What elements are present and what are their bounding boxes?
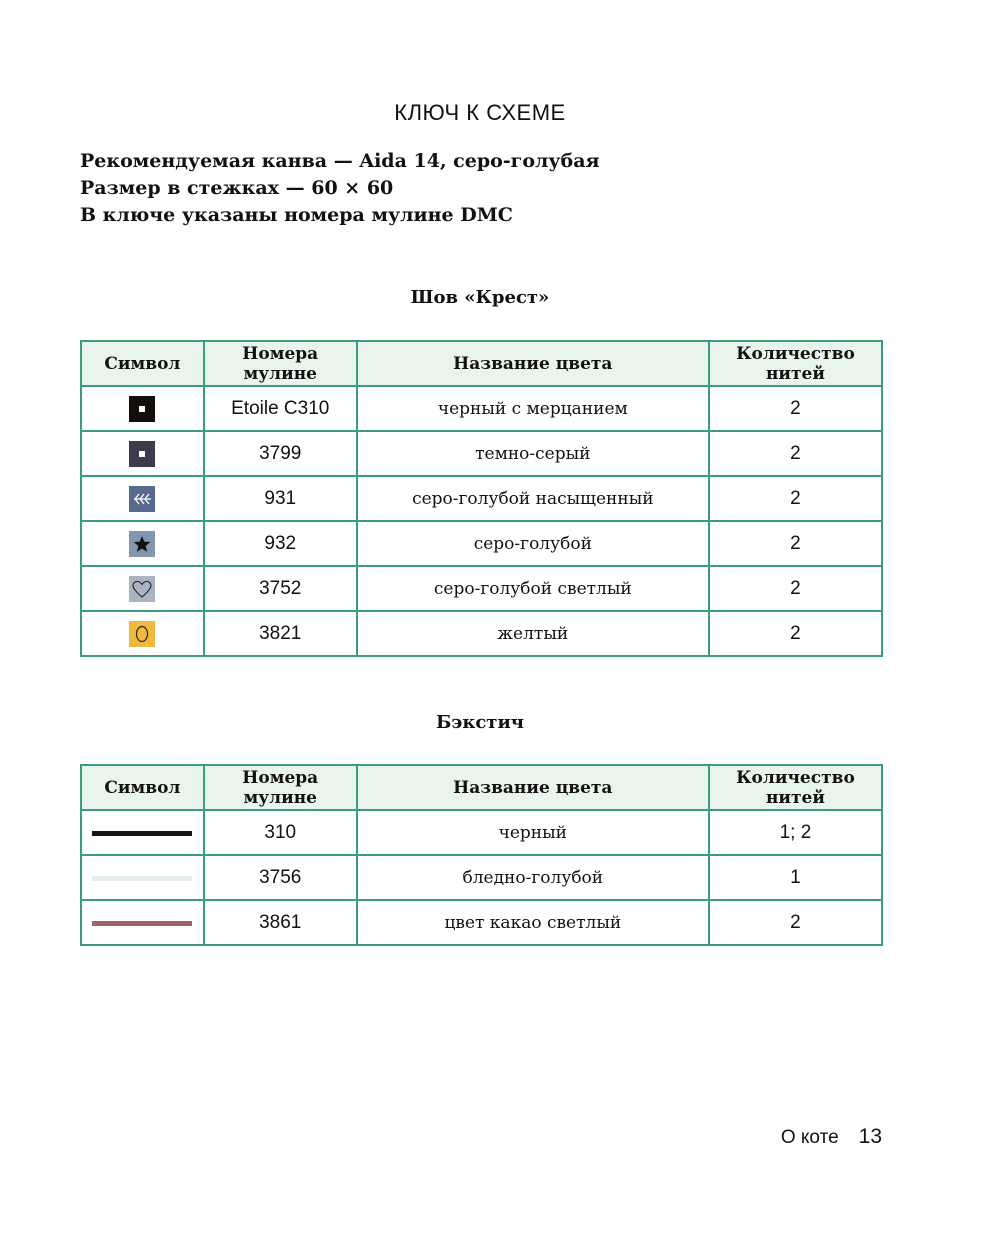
strand-count: 2 xyxy=(709,566,882,611)
table-header xyxy=(81,341,882,386)
col-name: Название цвета xyxy=(357,341,709,386)
floss-number: 3799 xyxy=(204,431,357,476)
col-number: Номера мулине xyxy=(204,341,357,386)
page-number: 13 xyxy=(858,1125,882,1148)
symbol-cell xyxy=(81,386,204,431)
table-header xyxy=(81,765,882,810)
symbol-cell xyxy=(81,900,204,945)
backstitch-table xyxy=(80,764,883,946)
floss-number: 3756 xyxy=(204,855,357,900)
small-square-icon xyxy=(129,396,155,422)
arrows-icon xyxy=(129,486,155,512)
color-name: цвет какао светлый xyxy=(357,900,709,945)
symbol-cell xyxy=(81,566,204,611)
info-block xyxy=(80,148,600,229)
floss-number: 932 xyxy=(204,521,357,566)
color-name: бледно-голубой xyxy=(357,855,709,900)
floss-number: 3861 xyxy=(204,900,357,945)
table-row xyxy=(81,900,882,945)
floss-number: Etoile C310 xyxy=(204,386,357,431)
col-name: Название цвета xyxy=(357,765,709,810)
table-row xyxy=(81,810,882,855)
info-canvas: Рекомендуемая канва — Aida 14, серо-голубая xyxy=(80,150,600,172)
color-name: темно-серый xyxy=(357,431,709,476)
symbol-cell xyxy=(81,611,204,656)
info-dmc: В ключе указаны номера мулине DMC xyxy=(80,204,513,226)
col-strands: Количество нитей xyxy=(709,765,882,810)
strand-count: 2 xyxy=(709,521,882,566)
symbol-cell xyxy=(81,810,204,855)
line-swatch-icon xyxy=(92,921,192,926)
table-row xyxy=(81,855,882,900)
symbol-cell xyxy=(81,431,204,476)
color-name: черный с мерцанием xyxy=(357,386,709,431)
heart-icon xyxy=(129,576,155,602)
floss-number: 310 xyxy=(204,810,357,855)
strand-count: 2 xyxy=(709,431,882,476)
star-icon xyxy=(129,531,155,557)
strand-count: 2 xyxy=(709,611,882,656)
color-name: черный xyxy=(357,810,709,855)
table-row xyxy=(81,476,882,521)
col-number: Номера мулине xyxy=(204,765,357,810)
floss-number: 3752 xyxy=(204,566,357,611)
cross-stitch-heading: Шов «Крест» xyxy=(410,287,550,308)
line-swatch-icon xyxy=(92,831,192,836)
col-symbol: Символ xyxy=(81,341,204,386)
info-size: Размер в стежках — 60 × 60 xyxy=(80,177,394,199)
page-title: КЛЮЧ К СХЕМЕ xyxy=(394,100,566,125)
strand-count: 1 xyxy=(709,855,882,900)
color-name: желтый xyxy=(357,611,709,656)
footer-section: О коте xyxy=(780,1127,839,1148)
floss-number: 931 xyxy=(204,476,357,521)
strand-count: 2 xyxy=(709,386,882,431)
table-row xyxy=(81,521,882,566)
strand-count: 2 xyxy=(709,476,882,521)
symbol-cell xyxy=(81,855,204,900)
symbol-cell xyxy=(81,476,204,521)
color-name: серо-голубой светлый xyxy=(357,566,709,611)
small-square-icon xyxy=(129,441,155,467)
floss-number: 3821 xyxy=(204,611,357,656)
table-row xyxy=(81,431,882,476)
strand-count: 1; 2 xyxy=(709,810,882,855)
table-row xyxy=(81,566,882,611)
color-name: серо-голубой насыщенный xyxy=(357,476,709,521)
table-row xyxy=(81,611,882,656)
col-strands: Количество нитей xyxy=(709,341,882,386)
symbol-cell xyxy=(81,521,204,566)
col-symbol: Символ xyxy=(81,765,204,810)
circle-icon xyxy=(129,621,155,647)
page-footer xyxy=(781,1125,882,1149)
cross-stitch-table xyxy=(80,340,883,657)
strand-count: 2 xyxy=(709,900,882,945)
table-row xyxy=(81,386,882,431)
backstitch-heading: Бэкстич xyxy=(436,712,524,733)
color-name: серо-голубой xyxy=(357,521,709,566)
line-swatch-icon xyxy=(92,876,192,881)
